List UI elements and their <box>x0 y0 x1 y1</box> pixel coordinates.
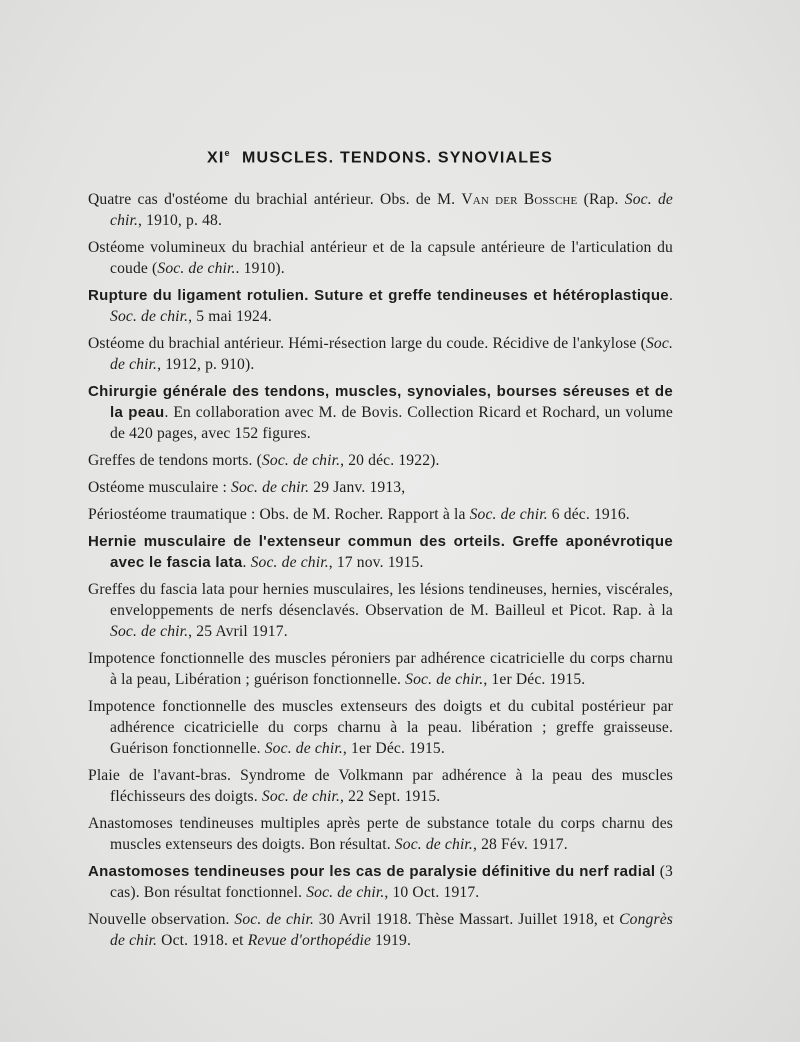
entry-text: , 17 nov. 1915. <box>328 554 424 571</box>
entry-title: Rupture du ligament rotulien. Suture et greffe tendineuses et hétéroplastique <box>88 287 669 304</box>
bibliography-entry <box>88 477 673 498</box>
entry-text: Ostéome volumineux du brachial antérieur et de la capsule antérieure de l'articulation du coude ( <box>88 239 673 277</box>
entry-journal: Soc. de chir. <box>110 191 673 229</box>
entry-journal: Soc. de chir. <box>250 554 329 571</box>
bibliography-entry <box>88 285 673 327</box>
bibliography-entry <box>88 813 673 855</box>
bibliography-entry <box>88 579 673 642</box>
entry-text: Plaie de l'avant-bras. Syndrome de Volkmann par adhérence à la peau des muscles fléchisseurs des doigts. <box>88 767 673 805</box>
entry-journal: Soc. de chir. <box>110 335 673 373</box>
bibliography-entry <box>88 531 673 573</box>
entry-journal: Soc. de chir. <box>110 308 189 325</box>
entry-journal: Soc. de chir. <box>234 911 314 928</box>
entry-text: 30 Avril 1918. Thèse Massart. Juillet 1918, et <box>314 911 620 928</box>
entry-title: Hernie musculaire de l'extenseur commun des orteils. Greffe aponévrotique avec le fascia lata <box>88 533 673 571</box>
section-number-suffix: e <box>224 148 231 158</box>
entry-text: , 1912, p. 910). <box>157 356 255 373</box>
entry-text: . <box>668 287 673 304</box>
entry-journal: Soc. de chir. <box>405 671 484 688</box>
entry-text: , 25 Avril 1917. <box>188 623 288 640</box>
entry-text: Oct. 1918. et <box>157 932 248 949</box>
entry-journal: Soc. de chir. <box>264 740 343 757</box>
entry-text: , 28 Fév. 1917. <box>472 836 568 853</box>
entry-text: , 10 Oct. 1917. <box>384 884 480 901</box>
entry-text: 29 Janv. 1913, <box>309 479 406 496</box>
bibliography-entry <box>88 909 673 951</box>
section-title: MUSCLES. TENDONS. SYNOVIALES <box>242 149 553 167</box>
entry-title: Anastomoses tendineuses pour les cas de paralysie définitive du nerf radial <box>88 863 656 880</box>
entry-journal: Soc. de chir. <box>157 260 236 277</box>
entry-text: Impotence fonctionnelle des muscles extenseurs des doigts et du cubital postérieur par adhérence cicatricielle du corps charnu à la peau. libération ; greffe graisseuse. Guérison fonctionnelle. <box>88 698 673 757</box>
bibliography-entry <box>88 765 673 807</box>
entry-text: , 20 déc. 1922). <box>340 452 440 469</box>
bibliography-entry <box>88 648 673 690</box>
entry-journal: Soc. de chir. <box>261 452 341 469</box>
entry-text: Ostéome musculaire : <box>88 479 232 496</box>
entry-journal: Soc. de chir. <box>469 506 548 523</box>
bibliography-entry <box>88 333 673 375</box>
entry-text: . <box>242 554 251 571</box>
entry-text: 6 déc. 1916. <box>547 506 630 523</box>
entry-text: Van der Bossche <box>461 191 578 208</box>
entry-text: , 1910, p. 48. <box>138 212 223 229</box>
entry-text: , 1er Déc. 1915. <box>342 740 445 757</box>
entry-text: . En collaboration avec M. de Bovis. Collection Ricard et Rochard, un volume de 420 pages, avec 152 figures. <box>110 404 673 442</box>
bibliography-entry <box>88 861 673 903</box>
bibliography-list <box>88 189 673 957</box>
entry-journal: Soc. de chir. <box>394 836 473 853</box>
bibliography-entry <box>88 381 673 444</box>
bibliography-entry <box>88 189 673 231</box>
entry-text: , 22 Sept. 1915. <box>340 788 441 805</box>
entry-text: (Rap. <box>577 191 625 208</box>
entry-text: Greffes de tendons morts. ( <box>88 452 262 469</box>
entry-text: 1919. <box>371 932 411 949</box>
section-heading <box>0 148 760 167</box>
bibliography-entry <box>88 696 673 759</box>
entry-journal: Congrès de chir. <box>110 911 673 949</box>
entry-text: Greffes du fascia lata pour hernies musculaires, les lésions tendineuses, hernies, viscérales, enveloppements de nerfs désenclavés. Observation de M. Bailleul et Picot. Rap. à la <box>88 581 673 619</box>
entry-journal: Soc. de chir. <box>306 884 385 901</box>
entry-text: , 5 mai 1924. <box>188 308 272 325</box>
entry-text: Quatre cas d'ostéome du brachial antérieur. Obs. de M. <box>88 191 462 208</box>
entry-journal: Soc. de chir. <box>231 479 310 496</box>
entry-text: Périostéome traumatique : Obs. de M. Rocher. Rapport à la <box>88 506 470 523</box>
entry-journal: Revue d'orthopédie <box>247 932 372 949</box>
entry-text: Ostéome du brachial antérieur. Hémi-résection large du coude. Récidive de l'ankylose ( <box>88 335 646 352</box>
entry-title: Chirurgie générale des tendons, muscles, synoviales, bourses séreuses et de la peau <box>88 383 673 421</box>
entry-text: . 1910). <box>235 260 285 277</box>
entry-text: Anastomoses tendineuses multiples après perte de substance totale du corps charnu des muscles extenseurs des doigts. Bon résultat. <box>88 815 673 853</box>
entry-journal: Soc. de chir. <box>110 623 189 640</box>
bibliography-entry <box>88 237 673 279</box>
entry-journal: Soc. de chir. <box>261 788 341 805</box>
bibliography-entry <box>88 450 673 471</box>
bibliography-entry <box>88 504 673 525</box>
section-number: XI <box>206 149 225 167</box>
entry-text: Impotence fonctionnelle des muscles péroniers par adhérence cicatricielle du corps charnu à la peau, Libération ; guérison fonctionnelle. <box>88 650 673 688</box>
entry-text: Nouvelle observation. <box>88 911 235 928</box>
entry-text: , 1er Déc. 1915. <box>483 671 586 688</box>
entry-text: (3 cas). Bon résultat fonctionnel. <box>110 863 673 901</box>
